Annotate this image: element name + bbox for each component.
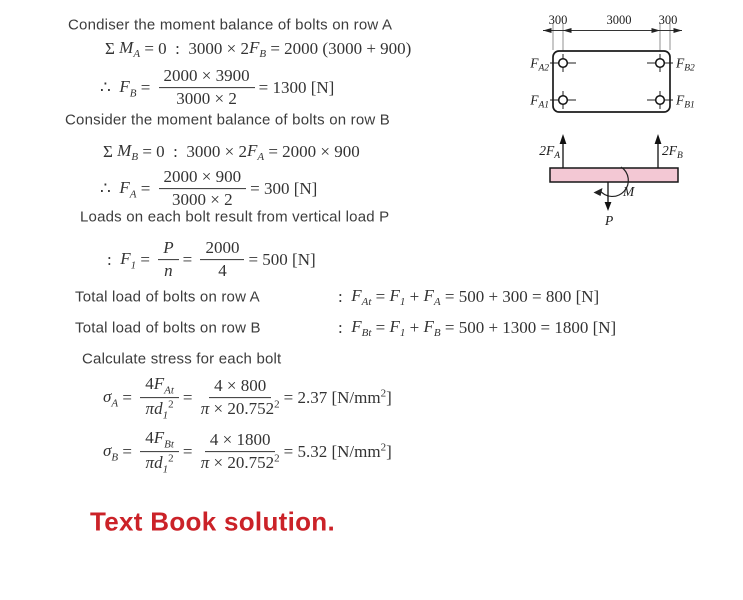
equation-force-a: ∴ $F_A$ = $\frac{2000 \times 900}{3000 \times 2}$ = 300 [N] <box>100 167 318 210</box>
equation-force-per-bolt: : $F_1$ = $\frac{P}{n}$ = $\frac{2000}{4}$ = 500 [N] <box>107 238 316 281</box>
dim-label-center: 3000 <box>606 13 632 27</box>
dim-arrow-icon <box>652 28 661 33</box>
bolt-diagrams <box>520 5 742 235</box>
plate-outline <box>553 51 670 112</box>
label-2fb: 2FB <box>662 143 683 161</box>
arrow-up-icon <box>560 134 567 144</box>
arrow-up-icon <box>655 134 662 144</box>
dim-arrow-icon <box>674 28 683 33</box>
equation-moment-b: Σ $M_B$ = 0 : 3000 × 2 $F_A$ = 2000 × 900 <box>103 140 360 164</box>
label-2fa: 2FA <box>539 143 560 161</box>
equation-force-b: ∴ $F_B$ = $\frac{2000 \times 3900}{3000 \times 2}$ = 1300 [N] <box>100 66 335 109</box>
label-fa2: FA2 <box>530 55 549 74</box>
label-fb2: FB2 <box>676 55 695 74</box>
dim-label-left: 300 <box>548 13 568 27</box>
label-total-row-b: Total load of bolts on row B <box>75 319 261 337</box>
equation-total-a: : $F_{At}$ = $F_1$ + $F_A$ = 500 + 300 = 800 [N] <box>338 285 600 309</box>
equation-stress-a: $\sigma_A$ = 4 $F_{At}$ π $d_1^2$ = 4 × 800 π × $20.752^2$ = 2.37 [$N/mm^2$ ] <box>103 374 392 422</box>
dim-arrow-icon <box>563 28 572 33</box>
label-moment-m: M <box>623 184 635 199</box>
label-load-p: P <box>605 213 614 228</box>
bolt-plate-diagram <box>529 13 695 112</box>
beam-bar <box>550 168 678 182</box>
arrow-down-icon <box>605 202 612 211</box>
equation-total-b: : $F_{Bt}$ = $F_1$ + $F_B$ = 500 + 1300 = 1800 [N] <box>338 316 617 340</box>
equation-stress-b: $\sigma_B$ = 4 $F_{Bt}$ π $d_1^2$ = 4 × 1800 π × $20.752^2$ = 5.32 [$N/mm^2$ ] <box>103 428 392 476</box>
heading-row-a: Condiser the moment balance of bolts on row A <box>68 16 393 34</box>
heading-stress: Calculate stress for each bolt <box>82 350 282 368</box>
label-total-row-a: Total load of bolts on row A <box>75 288 260 306</box>
footer-note: Text Book solution. <box>90 506 335 537</box>
beam-load-diagram <box>539 134 683 228</box>
heading-row-b: Consider the moment balance of bolts on row B <box>65 111 391 129</box>
label-fb1: FB1 <box>676 92 695 111</box>
dim-label-right: 300 <box>658 13 678 27</box>
heading-vertical-load: Loads on each bolt result from vertical load P <box>80 208 390 226</box>
equation-moment-a: Σ $M_A$ = 0 : 3000 × 2 $F_B$ = 2000 (3000 + 900) <box>105 37 412 61</box>
label-fa1: FA1 <box>530 92 549 111</box>
moment-arrow-icon <box>594 188 603 196</box>
dim-arrow-icon <box>543 28 552 33</box>
